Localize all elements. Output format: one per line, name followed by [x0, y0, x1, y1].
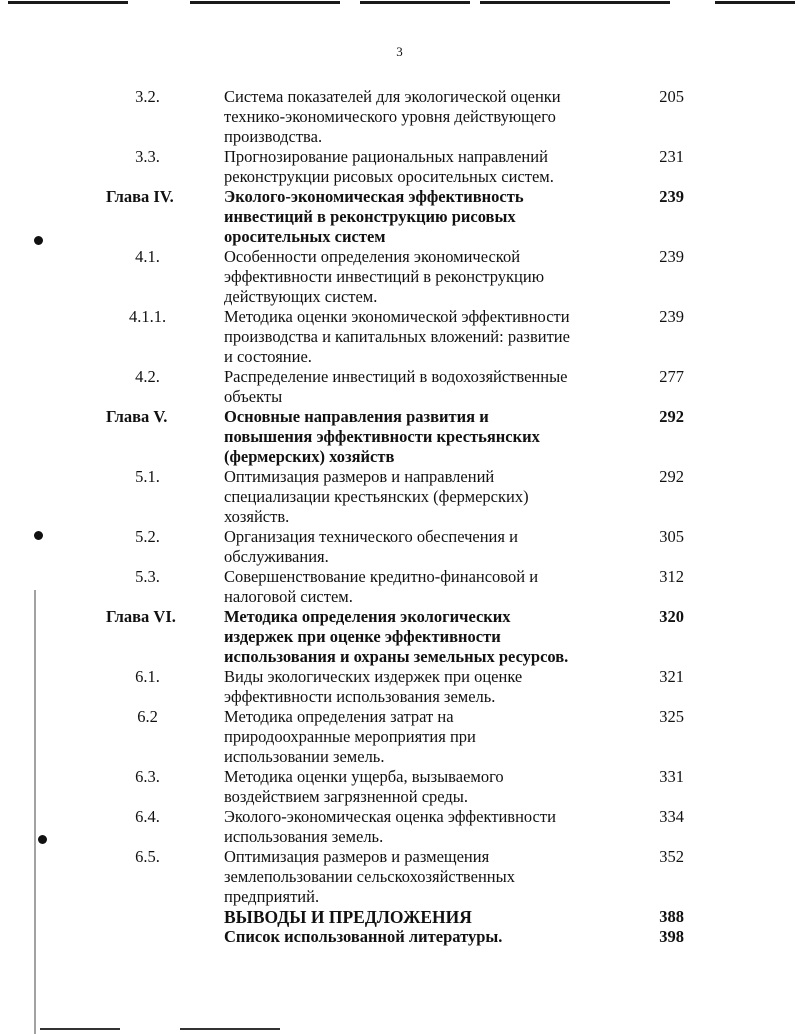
toc-title-line: хозяйств. [224, 507, 290, 526]
toc-chapter-row [0, 407, 799, 467]
toc-title-line: Совершенствование кредитно-финансовой и [224, 567, 539, 586]
toc-title-line: действующих систем. [224, 287, 378, 306]
toc-title-line: издержек при оценке эффективности [224, 627, 501, 646]
toc-title-line: предприятий. [224, 887, 320, 906]
toc-title-line: технико-экономического уровня действующего [224, 107, 556, 126]
toc-section-row [0, 567, 799, 607]
toc-number: Глава VI. [106, 607, 176, 626]
toc-number: 6.1. [135, 667, 160, 686]
toc-conclusions-title: ВЫВОДЫ И ПРЕДЛОЖЕНИЯ [224, 907, 472, 927]
toc-title-line: природоохранные мероприятия при [224, 727, 476, 746]
toc-page-number: 398 [659, 927, 684, 946]
toc-page-number: 305 [659, 527, 684, 546]
toc-section-row [0, 667, 799, 707]
toc-page-number: 239 [659, 187, 684, 206]
toc-number: 6.2 [137, 707, 158, 726]
toc-page-number: 292 [659, 467, 684, 486]
toc-number: 6.5. [135, 847, 160, 866]
toc-title [224, 607, 624, 667]
toc-page-number: 292 [659, 407, 684, 426]
toc-page-number: 321 [659, 667, 684, 686]
toc-number: 4.1.1. [128, 307, 167, 326]
toc-title-line: использования и охраны земельных ресурсов. [224, 647, 569, 666]
toc-title-line: Методика определения экологических [224, 607, 511, 626]
toc-title-line: производства и капитальных вложений: развитие [224, 327, 570, 346]
toc-title-line: производства. [224, 127, 323, 146]
toc-title [224, 307, 624, 367]
toc-section-row [0, 367, 799, 407]
toc-number: 6.4. [135, 807, 160, 826]
toc-conclusions-row [0, 907, 799, 927]
toc-title-line: Организация технического обеспечения и [224, 527, 518, 546]
toc-number: 4.2. [135, 367, 160, 386]
toc-title-line: использовании земель. [224, 747, 385, 766]
toc-title [224, 247, 624, 307]
toc-title-line: реконструкции рисовых оросительных систем. [224, 167, 554, 186]
toc-title [224, 467, 624, 527]
toc-number: 3.2. [135, 87, 160, 106]
toc-page-number: 239 [659, 247, 684, 266]
toc-title-line: обслуживания. [224, 547, 329, 566]
toc-title [224, 707, 624, 767]
toc-title-line: землепользовании сельскохозяйственных [224, 867, 515, 886]
scan-edge-top [0, 0, 799, 8]
toc-page-number: 320 [659, 607, 684, 626]
page-number: 3 [396, 44, 403, 59]
toc-title [224, 367, 624, 407]
toc-number: 3.3. [135, 147, 160, 166]
toc-title-line: повышения эффективности крестьянских [224, 427, 540, 446]
toc-title-line: инвестиций в реконструкцию рисовых [224, 207, 516, 226]
toc-page-number: 352 [659, 847, 684, 866]
toc-title-line: Особенности определения экономической [224, 247, 521, 266]
toc-title-line: Распределение инвестиций в водохозяйственные [224, 367, 568, 386]
toc-section-row [0, 87, 799, 147]
toc-page-number: 388 [659, 907, 684, 926]
toc-section-row [0, 767, 799, 807]
toc-title-line: Эколого-экономическая оценка эффективности [224, 807, 556, 826]
toc-title-line: Оптимизация размеров и размещения [224, 847, 490, 866]
toc-title-line: воздействием загрязненной среды. [224, 787, 469, 806]
toc-title-line: Методика определения затрат на [224, 707, 454, 726]
toc-page-number: 334 [659, 807, 684, 826]
toc-title-line: Виды экологических издержек при оценке [224, 667, 523, 686]
toc-title-line: объекты [224, 387, 283, 406]
toc-title-line: оросительных систем [224, 227, 386, 246]
toc-page-number: 325 [659, 707, 684, 726]
toc-title [224, 847, 624, 907]
toc-title-line: эффективности использования земель. [224, 687, 496, 706]
toc-title-line: Прогнозирование рациональных направлений [224, 147, 548, 166]
toc-title [224, 807, 624, 847]
toc-title-line: Методика оценки ущерба, вызываемого [224, 767, 504, 786]
toc-title [224, 767, 624, 807]
toc-references-title: Список использованной литературы. [224, 927, 503, 946]
toc-title [224, 87, 624, 147]
toc-title-line: Оптимизация размеров и направлений [224, 467, 495, 486]
toc-title [224, 667, 624, 707]
toc-page-number: 277 [659, 367, 684, 386]
toc-page-number: 231 [659, 147, 684, 166]
toc-section-row [0, 247, 799, 307]
toc-section-row [0, 307, 799, 367]
toc-number: 5.1. [135, 467, 160, 486]
toc-page-number: 239 [659, 307, 684, 326]
toc-page-number: 205 [659, 87, 684, 106]
toc-references-row [0, 927, 799, 947]
toc-title-line: Эколого-экономическая эффективность [224, 187, 524, 206]
toc-number: Глава V. [106, 407, 168, 426]
toc-number: 5.3. [135, 567, 160, 586]
toc-number: 6.3. [135, 767, 160, 786]
scan-edge-bottom [40, 1028, 799, 1030]
toc-section-row [0, 147, 799, 187]
toc-title-line: Основные направления развития и [224, 407, 489, 426]
toc-number: 4.1. [135, 247, 160, 266]
toc-section-row [0, 707, 799, 767]
toc-title [224, 147, 624, 187]
toc-title-line: Система показателей для экологической оценки [224, 87, 561, 106]
toc-title-line: эффективности инвестиций в реконструкцию [224, 267, 545, 286]
toc-title [224, 187, 624, 247]
toc-chapter-row [0, 187, 799, 247]
toc-page-number: 312 [659, 567, 684, 586]
table-of-contents [0, 87, 799, 947]
toc-section-row [0, 527, 799, 567]
toc-section-row [0, 467, 799, 527]
toc-title-line: использования земель. [224, 827, 384, 846]
toc-title-line: и состояние. [224, 347, 312, 366]
toc-chapter-row [0, 607, 799, 667]
toc-title [224, 567, 624, 607]
toc-title [224, 527, 624, 567]
toc-title-line: (фермерских) хозяйств [224, 447, 395, 466]
toc-title-line: Методика оценки экономической эффективности [224, 307, 570, 326]
toc-section-row [0, 847, 799, 907]
toc-title-line: налоговой систем. [224, 587, 353, 606]
toc-title [224, 407, 624, 467]
toc-section-row [0, 807, 799, 847]
toc-number: Глава IV. [106, 187, 174, 206]
toc-page-number: 331 [659, 767, 684, 786]
toc-number: 5.2. [135, 527, 160, 546]
toc-title-line: специализации крестьянских (фермерских) [224, 487, 529, 506]
